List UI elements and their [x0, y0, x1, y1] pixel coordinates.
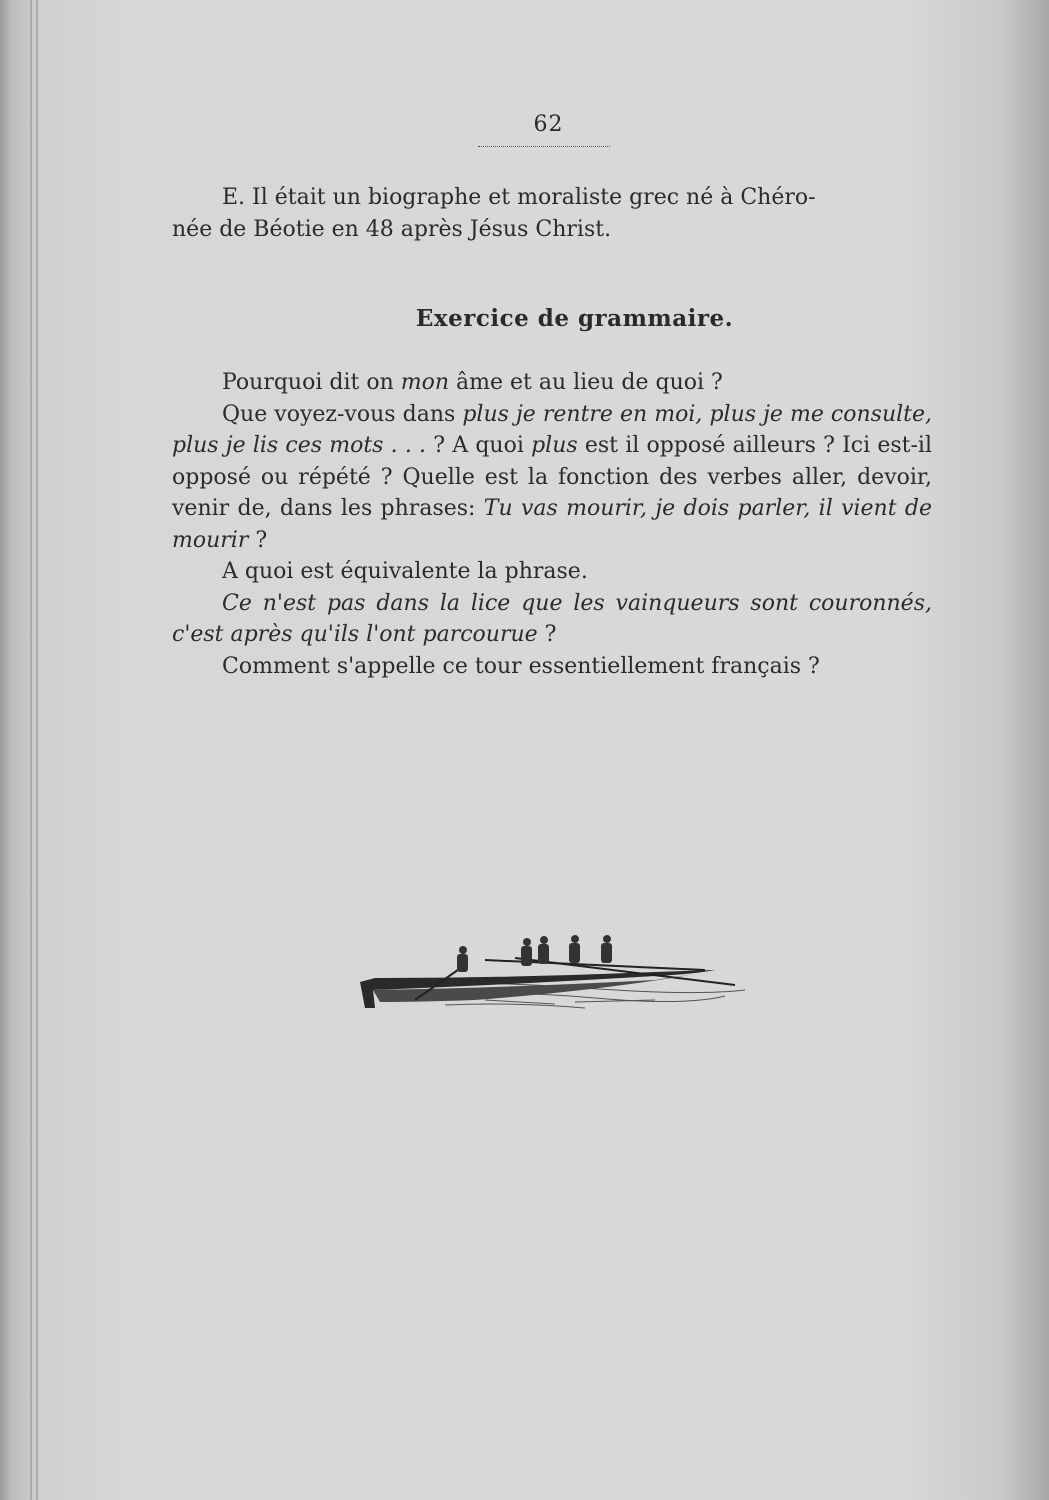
page-number-rule [478, 146, 610, 147]
page-gutter-line [36, 0, 38, 1500]
question-5: Comment s'appelle ce tour essentiellement français ? [222, 653, 820, 679]
page-gutter-line [30, 0, 32, 1500]
section-title: Exercice de grammaire. [415, 305, 734, 332]
question-1: Pourquoi dit on mon âme et au lieu de quoi ? [222, 370, 723, 395]
exercise-body [172, 367, 932, 682]
intro-line-1: E. Il était un biographe et moraliste grec né à Chéro- [222, 185, 816, 210]
question-4: Ce n'est pas dans la lice que les vainqueurs sont couronnés, c'est après qu'ils l'ont parcourue ? [172, 590, 932, 647]
question-3: A quoi est équivalente la phrase. [222, 559, 588, 584]
intro-paragraph [172, 182, 932, 245]
question-2: Que voyez-vous dans plus je rentre en moi, plus je me consulte, plus je lis ces mots . . . ? A quoi plus est il opposé ailleurs ? Ici est-il opposé ou répété ? Quelle est la fonction des verbes aller, devoir, venir de, dans les phrases: Tu vas mourir, je dois parler, il vient de mourir ? [172, 401, 932, 553]
rowing-boat-engraving-icon [355, 930, 750, 1030]
page-number: 62 [533, 112, 564, 137]
intro-line-2: née de Béotie en 48 après Jésus Christ. [172, 216, 612, 242]
